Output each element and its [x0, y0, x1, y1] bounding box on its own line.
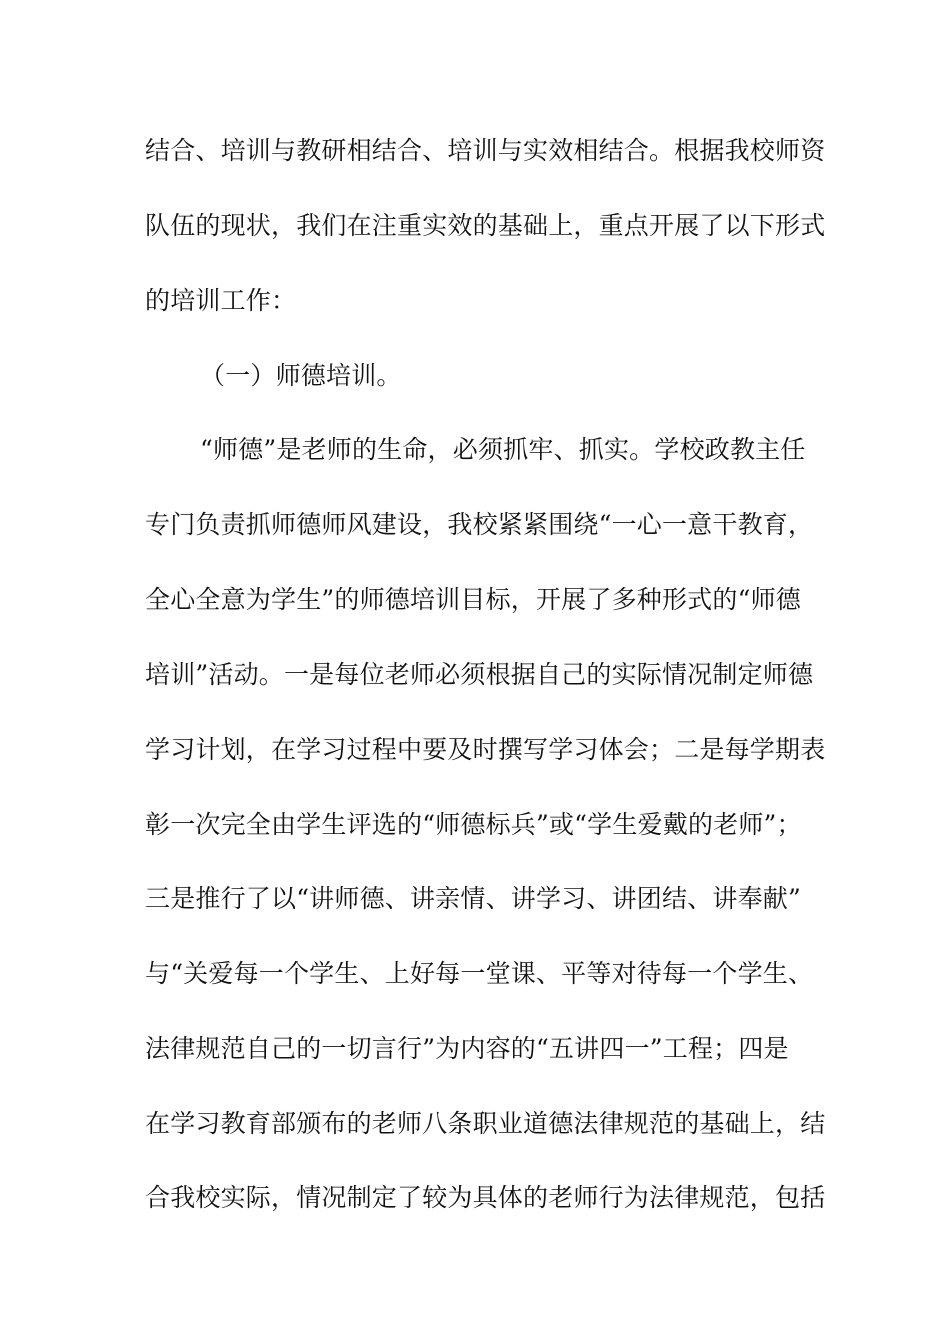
text-line: 三是推行了以“讲师德、讲亲情、讲学习、讲团结、讲奉献” [145, 884, 801, 913]
text-line: 全心全意为学生”的师德培训目标，开展了多种形式的“师德 [145, 585, 801, 614]
text-line: 彰一次完全由学生评选的“师德标兵”或“学生爱戴的老师”； [145, 810, 802, 839]
text-line: 培训”活动。一是每位老师必须根据自己的实际情况制定师德 [145, 660, 814, 689]
text-line: 法律规范自己的一切言行”为内容的“五讲四一”工程；四是 [145, 1034, 789, 1063]
text-line: 学习计划，在学习过程中要及时撰写学习体会；二是每学期表 [145, 735, 826, 764]
text-line: “师德”是老师的生命，必须抓牢、抓实。学校政教主任 [200, 435, 806, 464]
text-line: 专门负责抓师德师风建设，我校紧紧围绕“一心一意干教育， [145, 510, 814, 539]
text-line: 结合、培训与教研相结合、培训与实效相结合。根据我校师资 [145, 136, 826, 165]
text-line: 与“关爱每一个学生、上好每一堂课、平等对待每一个学生、 [145, 959, 814, 988]
text-line: 队伍的现状，我们在注重实效的基础上，重点开展了以下形式 [145, 211, 826, 240]
section-heading: （一）师德培训。 [200, 361, 402, 390]
text-line: 在学习教育部颁布的老师八条职业道德法律规范的基础上，结 [145, 1109, 826, 1138]
text-line: 的培训工作： [145, 286, 297, 315]
text-line: 合我校实际，情况制定了较为具体的老师行为法律规范，包括 [145, 1183, 826, 1212]
